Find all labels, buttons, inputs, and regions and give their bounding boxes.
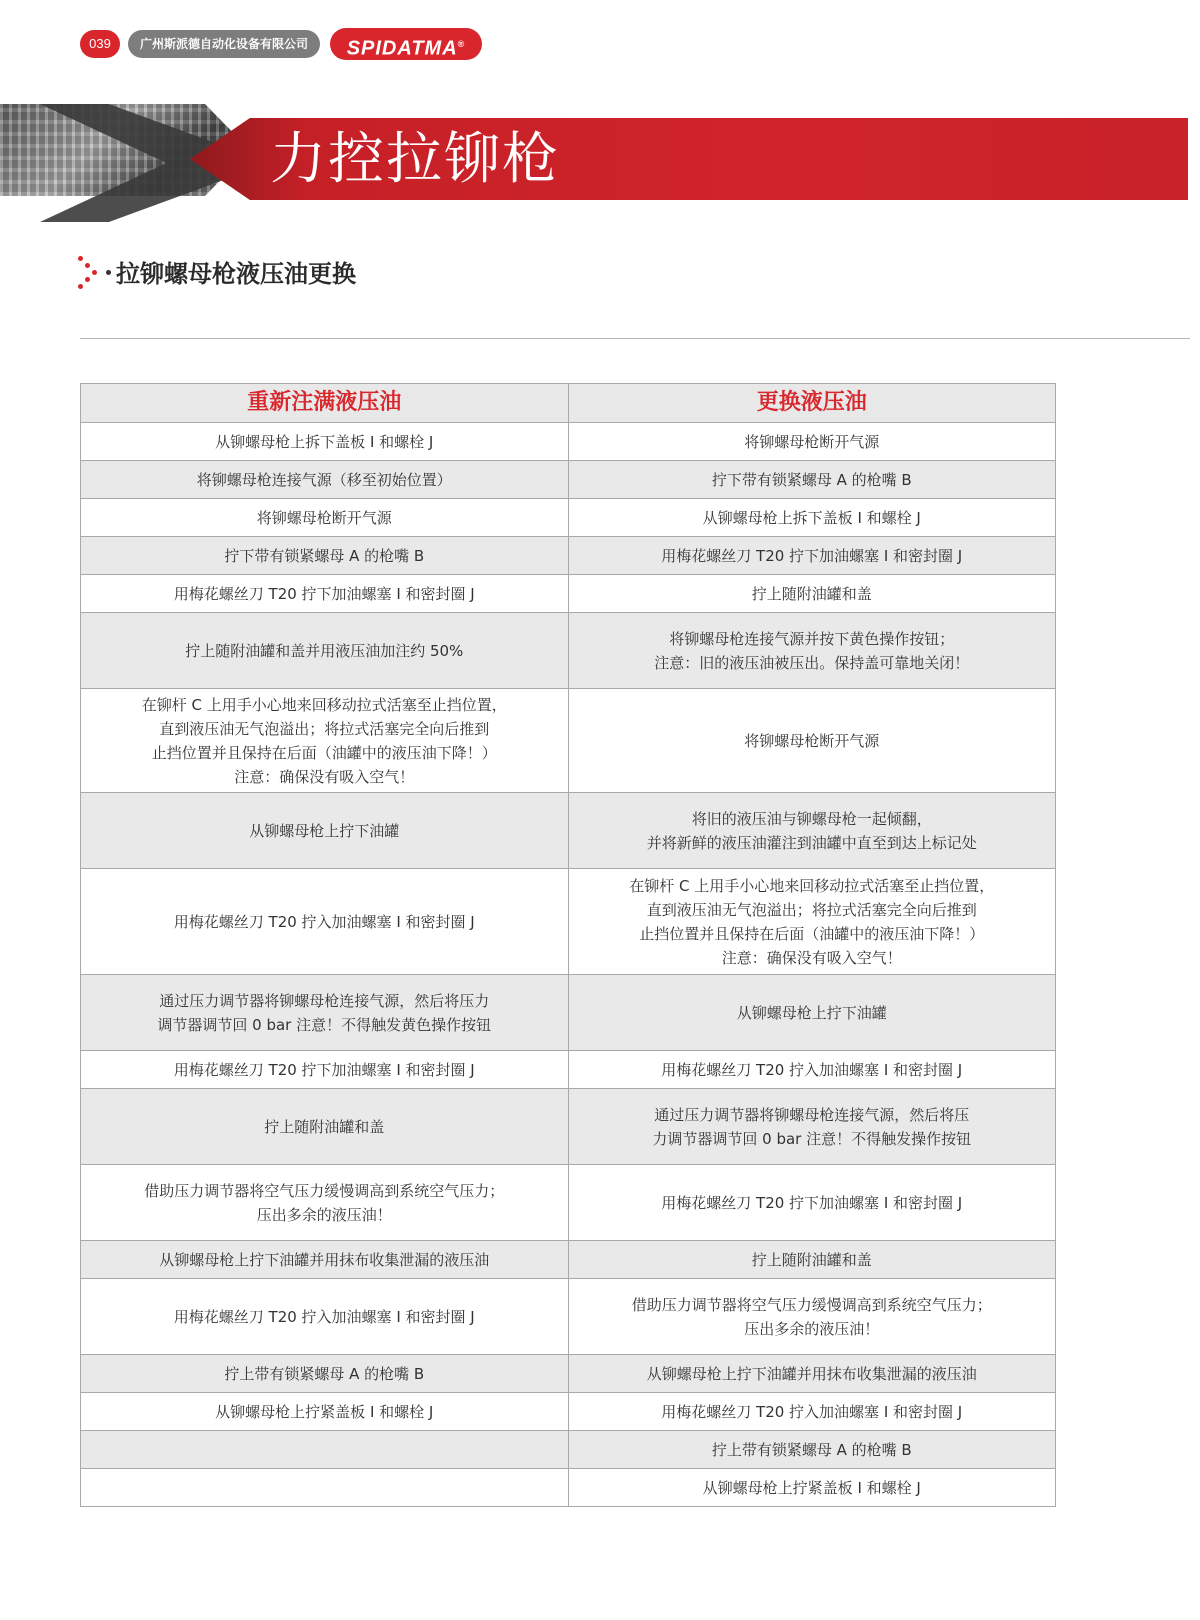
refill-step-cell: 借助压力调节器将空气压力缓慢调高到系统空气压力； 压出多余的液压油！	[81, 1165, 569, 1241]
page-number: 039	[80, 30, 120, 58]
refill-step-cell: 将铆螺母枪连接气源（移至初始位置）	[81, 461, 569, 499]
refill-step-cell: 通过压力调节器将铆螺母枪连接气源，然后将压力 调节器调节回 0 bar 注意！不得触发黄色操作按钮	[81, 975, 569, 1051]
table-row	[81, 1089, 1056, 1165]
table-row	[81, 575, 1056, 613]
replace-step-cell: 将铆螺母枪连接气源并按下黄色操作按钮； 注意：旧的液压油被压出。保持盖可靠地关闭！	[568, 613, 1056, 689]
section-title: 拉铆螺母枪液压油更换	[116, 260, 356, 288]
replace-step-cell: 通过压力调节器将铆螺母枪连接气源，然后将压 力调节器调节回 0 bar 注意！不得触发操作按钮	[568, 1089, 1056, 1165]
replace-step-cell: 拧上随附油罐和盖	[568, 575, 1056, 613]
replace-step-cell: 拧上带有锁紧螺母 A 的枪嘴 B	[568, 1431, 1056, 1469]
replace-step-cell: 用梅花螺丝刀 T20 拧入加油螺塞 I 和密封圈 J	[568, 1051, 1056, 1089]
table-row	[81, 613, 1056, 689]
replace-step-cell: 用梅花螺丝刀 T20 拧入加油螺塞 I 和密封圈 J	[568, 1393, 1056, 1431]
refill-step-cell: 用梅花螺丝刀 T20 拧下加油螺塞 I 和密封圈 J	[81, 575, 569, 613]
column-header-refill: 重新注满液压油	[81, 384, 569, 423]
replace-step-cell: 从铆螺母枪上拧下油罐并用抹布收集泄漏的液压油	[568, 1355, 1056, 1393]
refill-step-cell: 拧上带有锁紧螺母 A 的枪嘴 B	[81, 1355, 569, 1393]
table-row	[81, 975, 1056, 1051]
table-row	[81, 869, 1056, 975]
refill-step-cell	[81, 1469, 569, 1507]
table-row	[81, 1355, 1056, 1393]
table-row	[81, 1469, 1056, 1507]
refill-step-cell: 从铆螺母枪上拧下油罐	[81, 793, 569, 869]
refill-step-cell: 从铆螺母枪上拆下盖板 I 和螺栓 J	[81, 423, 569, 461]
replace-step-cell: 从铆螺母枪上拆下盖板 I 和螺栓 J	[568, 499, 1056, 537]
refill-step-cell: 拧上随附油罐和盖	[81, 1089, 569, 1165]
page-title: 力控拉铆枪	[270, 127, 560, 192]
table-row	[81, 1393, 1056, 1431]
table-row	[81, 537, 1056, 575]
table-header-row	[81, 384, 1056, 423]
table-row	[81, 423, 1056, 461]
company-name: 广州斯派德自动化设备有限公司	[128, 30, 320, 58]
brand-name: SPIDATMA	[346, 37, 458, 60]
brand-logo	[330, 28, 482, 60]
section-bullet-icon	[78, 256, 108, 296]
table-row	[81, 689, 1056, 793]
replace-step-cell: 借助压力调节器将空气压力缓慢调高到系统空气压力； 压出多余的液压油！	[568, 1279, 1056, 1355]
refill-step-cell: 用梅花螺丝刀 T20 拧下加油螺塞 I 和密封圈 J	[81, 1051, 569, 1089]
replace-step-cell: 从铆螺母枪上拧紧盖板 I 和螺栓 J	[568, 1469, 1056, 1507]
replace-step-cell: 将铆螺母枪断开气源	[568, 689, 1056, 793]
registered-mark: ®	[457, 39, 466, 49]
divider	[80, 338, 1190, 339]
refill-step-cell: 从铆螺母枪上拧下油罐并用抹布收集泄漏的液压油	[81, 1241, 569, 1279]
table-row	[81, 1241, 1056, 1279]
refill-step-cell	[81, 1431, 569, 1469]
replace-step-cell: 将旧的液压油与铆螺母枪一起倾翻， 并将新鲜的液压油灌注到油罐中直至到达上标记处	[568, 793, 1056, 869]
replace-step-cell: 在铆杆 C 上用手小心地来回移动拉式活塞至止挡位置， 直到液压油无气泡溢出；将拉式活塞完全向后推到 止挡位置并且保持在后面（油罐中的液压油下降！） 注意：确保没有吸入空气！	[568, 869, 1056, 975]
table-row	[81, 793, 1056, 869]
table-row	[81, 1165, 1056, 1241]
refill-step-cell: 将铆螺母枪断开气源	[81, 499, 569, 537]
replace-step-cell: 从铆螺母枪上拧下油罐	[568, 975, 1056, 1051]
table-row	[81, 461, 1056, 499]
table-row	[81, 499, 1056, 537]
refill-step-cell: 从铆螺母枪上拧紧盖板 I 和螺栓 J	[81, 1393, 569, 1431]
table-row	[81, 1051, 1056, 1089]
refill-step-cell: 用梅花螺丝刀 T20 拧入加油螺塞 I 和密封圈 J	[81, 869, 569, 975]
refill-step-cell: 拧上随附油罐和盖并用液压油加注约 50%	[81, 613, 569, 689]
replace-step-cell: 用梅花螺丝刀 T20 拧下加油螺塞 I 和密封圈 J	[568, 1165, 1056, 1241]
replace-step-cell: 拧上随附油罐和盖	[568, 1241, 1056, 1279]
refill-step-cell: 在铆杆 C 上用手小心地来回移动拉式活塞至止挡位置， 直到液压油无气泡溢出；将拉式活塞完全向后推到 止挡位置并且保持在后面（油罐中的液压油下降！） 注意：确保没有吸入空气！	[81, 689, 569, 793]
replace-step-cell: 拧下带有锁紧螺母 A 的枪嘴 B	[568, 461, 1056, 499]
table-row	[81, 1279, 1056, 1355]
refill-step-cell: 用梅花螺丝刀 T20 拧入加油螺塞 I 和密封圈 J	[81, 1279, 569, 1355]
column-header-replace: 更换液压油	[568, 384, 1056, 423]
replace-step-cell: 用梅花螺丝刀 T20 拧下加油螺塞 I 和密封圈 J	[568, 537, 1056, 575]
table-row	[81, 1431, 1056, 1469]
replace-step-cell: 将铆螺母枪断开气源	[568, 423, 1056, 461]
refill-step-cell: 拧下带有锁紧螺母 A 的枪嘴 B	[81, 537, 569, 575]
procedure-table	[80, 383, 1056, 1507]
